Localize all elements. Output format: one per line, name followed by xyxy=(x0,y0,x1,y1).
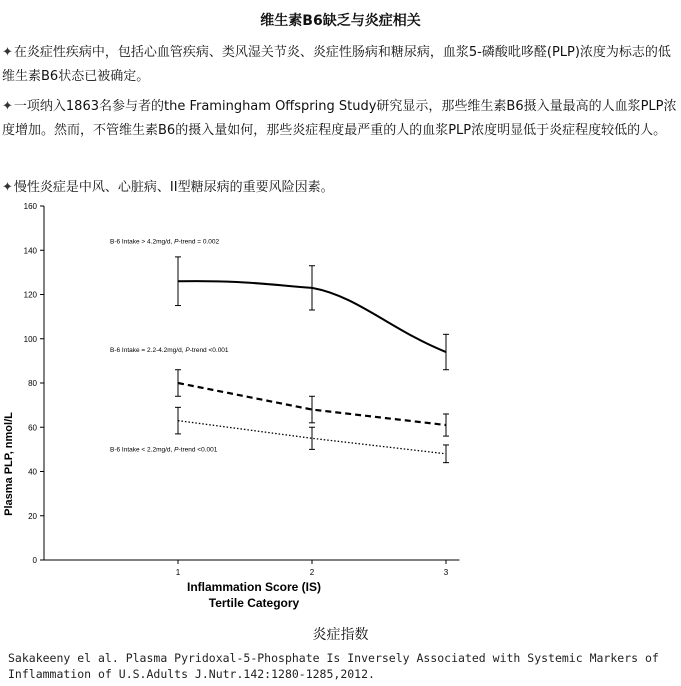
y-tick-label-40: 40 xyxy=(28,467,37,477)
bullet-icon: ✦ xyxy=(2,45,13,60)
paragraph-3-text: 慢性炎症是中风、心脏病、II型糖尿病的重要风险因素。 xyxy=(13,180,334,195)
x-tick-label-3: 3 xyxy=(443,568,449,577)
y-axis-label: Plasma PLP, nmol/L xyxy=(3,412,15,516)
bullet-icon: ✦ xyxy=(2,99,13,114)
paragraph-2-text: 一项纳入1863名参与者的the Framingham Offspring Study研究显示，那些维生素B6摄入量最高的人血浆PLP浓度增加。然而，不管维生素B6的摄入量如何，那些炎症程度最严重的人的血浆PLP浓度明显低于炎症程度较低的人。 xyxy=(2,99,677,138)
bullet-icon: ✦ xyxy=(2,180,13,195)
x-axis-sublabel: Tertile Category xyxy=(208,596,300,610)
series-label-1: B-6 Intake > 4.2mg/d, P-trend = 0.002 xyxy=(110,238,220,246)
citation: Sakakeeny el al. Plasma Pyridoxal-5-Phosphate Is Inversely Associated with Systemic Markers of Inflammation of U.S.Adults J.Nutr.142:1280-1285,2012. xyxy=(8,651,659,681)
y-tick-label-0: 0 xyxy=(32,556,37,565)
y-tick-label-80: 80 xyxy=(28,379,37,388)
chart-axes xyxy=(24,202,460,577)
series-label-3: B-6 Intake < 2.2mg/d, P-trend <0.001 xyxy=(110,446,218,454)
plpl-chart xyxy=(0,196,681,616)
y-tick-label-100: 100 xyxy=(23,334,37,344)
y-tick-label-20: 20 xyxy=(28,511,37,521)
y-tick-label-120: 120 xyxy=(23,290,37,300)
y-tick-label-140: 140 xyxy=(23,246,37,256)
x-tick-label-2: 2 xyxy=(309,568,315,577)
y-tick-label-60: 60 xyxy=(28,423,37,433)
figure-caption: 炎症指数 xyxy=(312,627,369,643)
y-tick-label-160: 160 xyxy=(23,202,37,211)
x-axis-label: Inflammation Score (IS) xyxy=(186,580,322,594)
series-label-2: B-6 Intake = 2.2-4.2mg/d, P-trend <0.001 xyxy=(110,347,229,355)
chart-series xyxy=(110,239,449,463)
page-title: 维生素B6缺乏与炎症相关 xyxy=(260,13,421,29)
paragraph-1 xyxy=(2,41,678,89)
paragraph-1-text: 在炎症性疾病中，包括心血管疾病、类风湿关节炎、炎症性肠病和糖尿病，血浆5-磷酸吡哆醛(PLP)浓度为标志的低维生素B6状态已被确定。 xyxy=(2,45,671,84)
x-tick-label-1: 1 xyxy=(175,568,181,577)
paragraph-2 xyxy=(2,95,678,143)
